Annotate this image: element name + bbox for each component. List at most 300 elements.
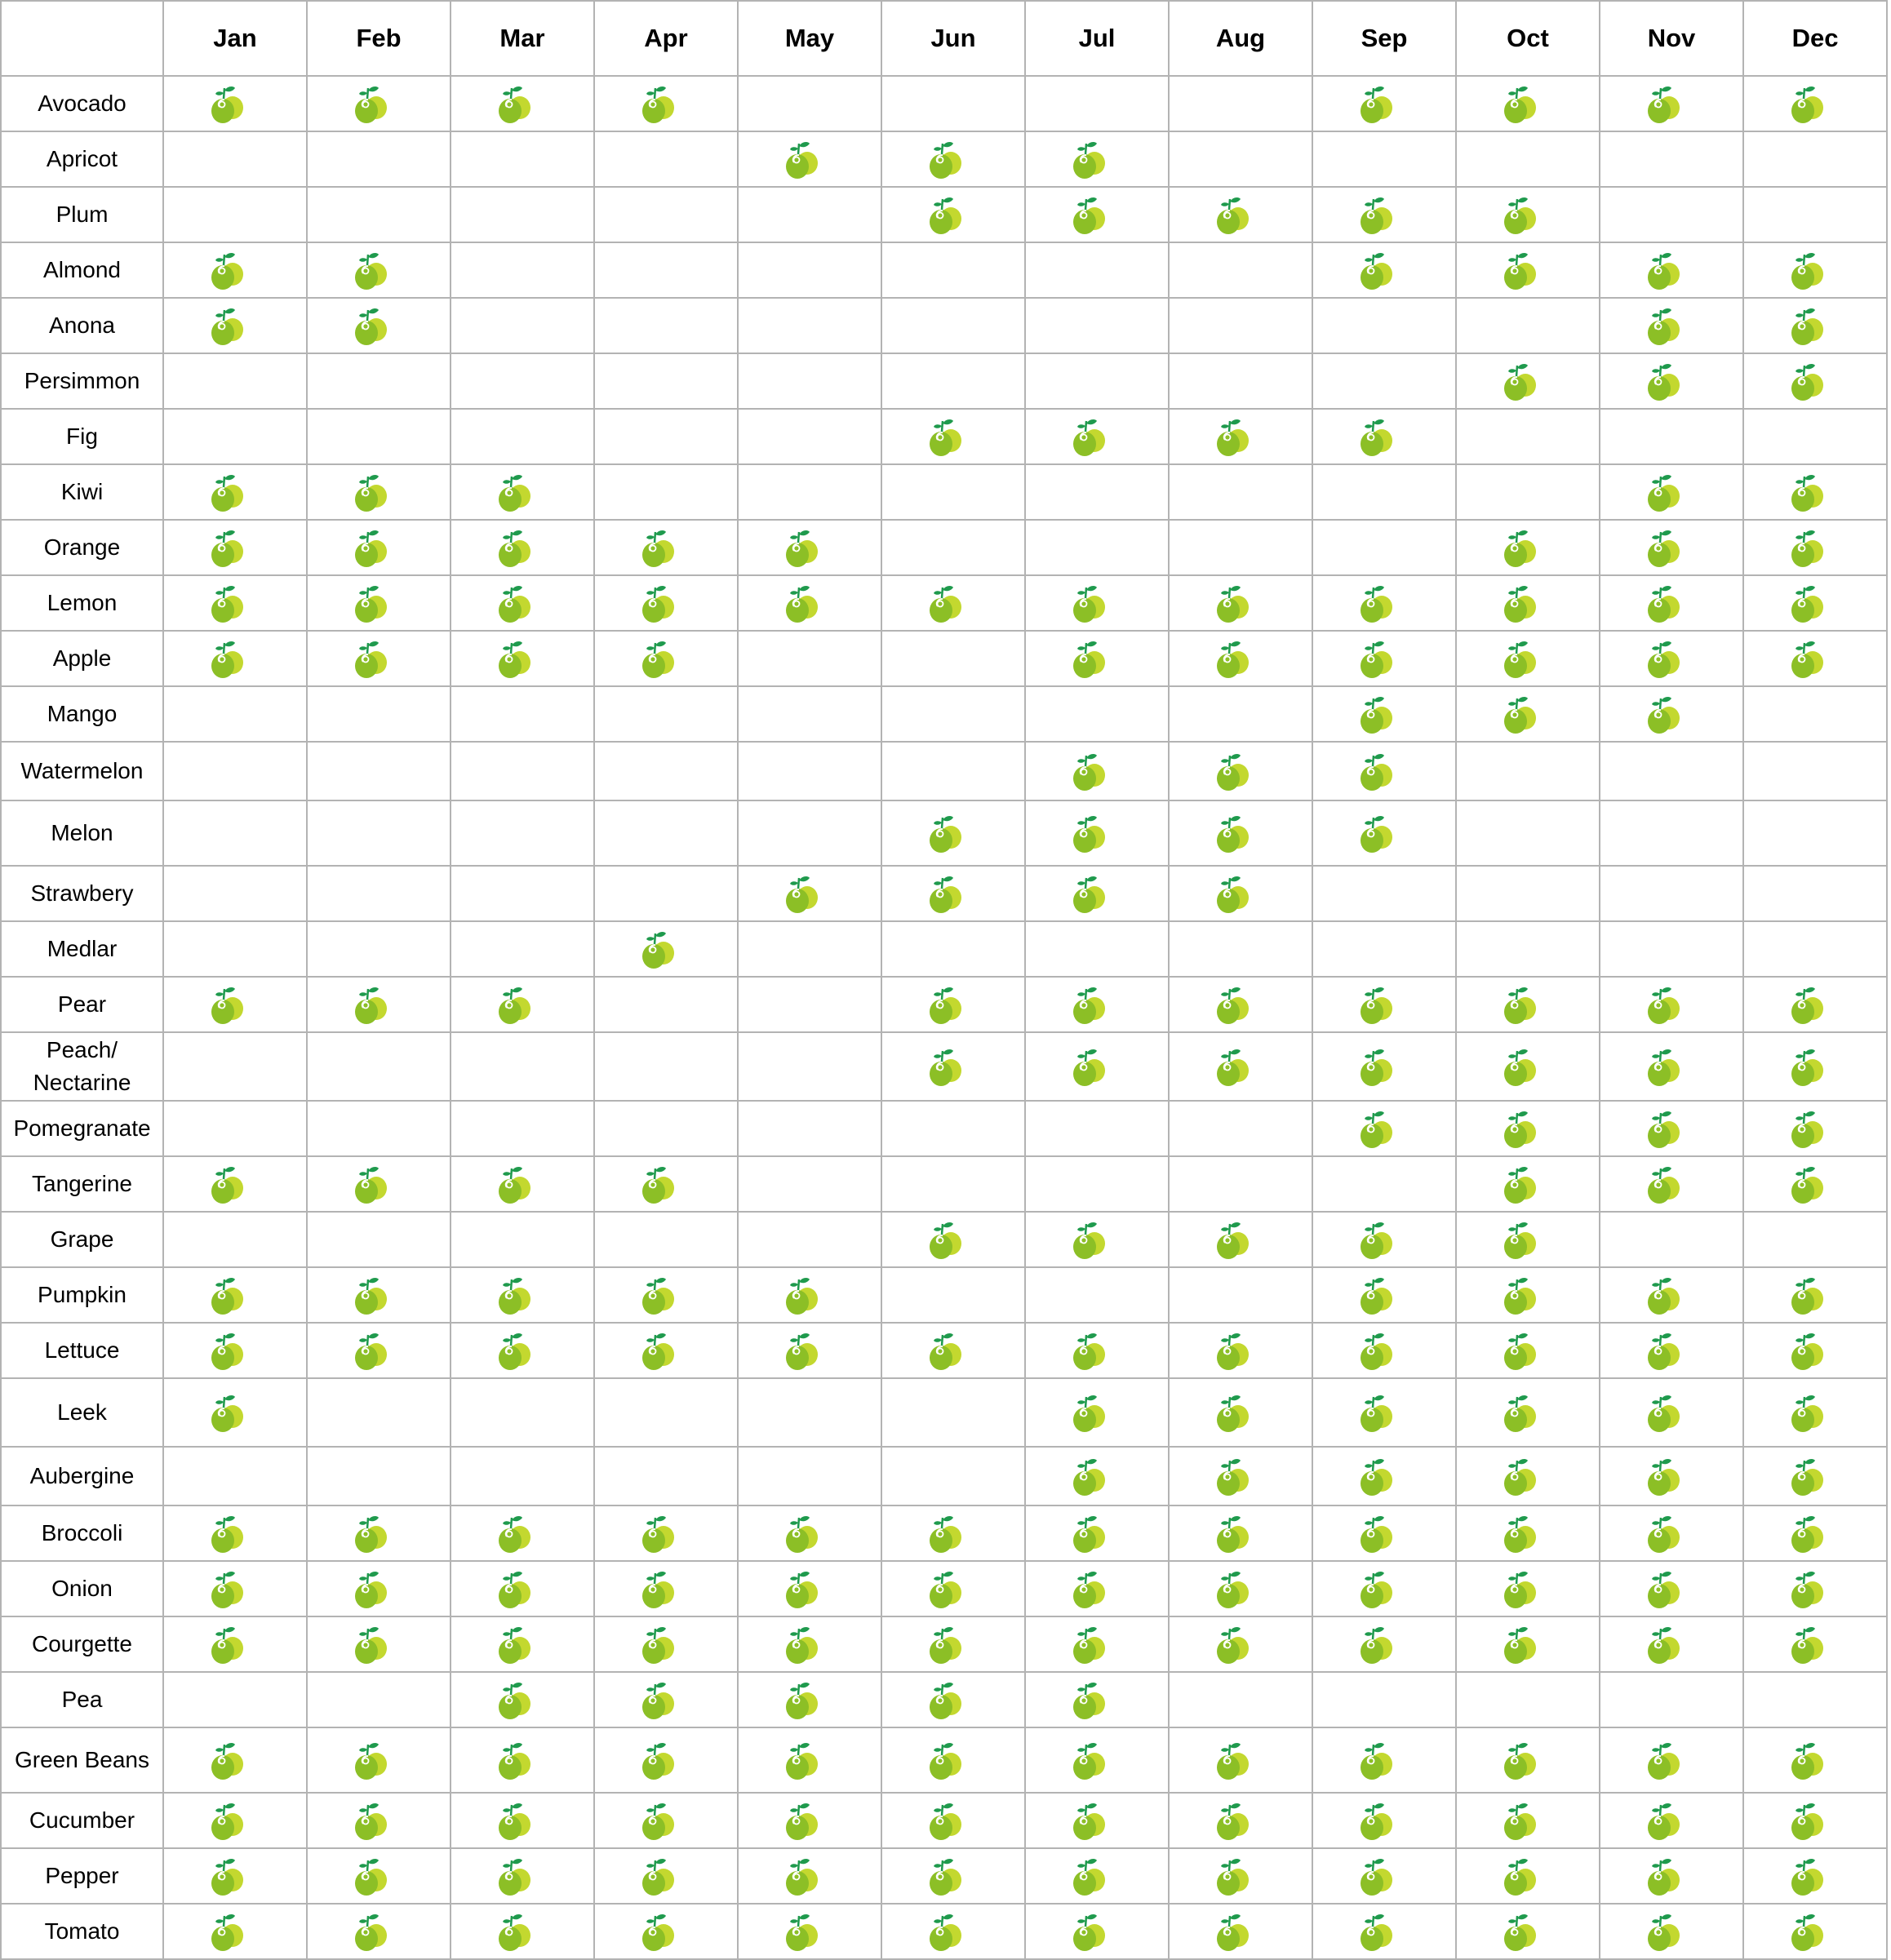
produce-row-apple [1,631,1887,686]
season-cell-feb [307,520,451,575]
leafy-fruit-icon [208,1855,246,1897]
season-cell-dec [1743,1267,1887,1323]
produce-name-label: Orange [43,534,121,560]
leafy-fruit-icon [1357,637,1395,680]
season-cell-nov [1600,187,1743,242]
produce-name-line: Peach/ [46,1037,118,1062]
produce-row-lemon [1,575,1887,631]
leafy-fruit-icon [1501,1512,1538,1554]
produce-name-label: Aubergine [29,1463,135,1488]
season-cell-nov [1600,1848,1743,1904]
season-cell-nov [1600,631,1743,686]
leafy-fruit-icon [1645,1512,1682,1554]
leafy-fruit-icon [926,193,964,236]
leafy-fruit-icon [1357,1045,1395,1088]
season-cell-aug [1169,977,1312,1032]
produce-row-grape [1,1212,1887,1267]
leafy-fruit-icon [352,1910,389,1953]
leafy-fruit-icon [1788,1107,1826,1150]
season-cell-jan [163,686,307,742]
leafy-fruit-icon [1357,750,1395,792]
season-cell-aug [1169,1616,1312,1672]
season-cell-feb [307,977,451,1032]
season-cell-sep [1312,1267,1456,1323]
season-cell-apr [594,686,738,742]
season-cell-oct [1456,76,1600,131]
season-cell-jul [1025,1616,1169,1672]
season-cell-apr [594,1447,738,1505]
season-cell-apr [594,575,738,631]
season-cell-nov [1600,76,1743,131]
leafy-fruit-icon [1645,1274,1682,1316]
season-cell-jun [881,1212,1025,1267]
produce-row-tomato [1,1904,1887,1959]
season-cell-jun [881,742,1025,800]
season-cell-feb [307,1323,451,1378]
season-cell-feb [307,1616,451,1672]
produce-row-kiwi [1,464,1887,520]
leafy-fruit-icon [639,1739,677,1781]
leafy-fruit-icon [1645,1623,1682,1665]
season-cell-mar [451,1848,594,1904]
season-cell-apr [594,742,738,800]
leafy-fruit-icon [1788,526,1826,569]
leafy-fruit-icon [1357,1274,1395,1316]
produce-row-melon [1,800,1887,866]
season-cell-aug [1169,353,1312,409]
leafy-fruit-icon [1788,304,1826,347]
leafy-fruit-icon [1501,526,1538,569]
leafy-fruit-icon [1501,1910,1538,1953]
season-cell-oct [1456,1561,1600,1616]
season-cell-nov [1600,1616,1743,1672]
season-cell-nov [1600,1267,1743,1323]
season-cell-feb [307,800,451,866]
season-cell-oct [1456,242,1600,298]
season-cell-jan [163,520,307,575]
season-cell-sep [1312,131,1456,187]
season-cell-apr [594,800,738,866]
season-cell-feb [307,353,451,409]
leafy-fruit-icon [1501,193,1538,236]
leafy-fruit-icon [1357,1623,1395,1665]
season-cell-jan [163,1378,307,1447]
leafy-fruit-icon [1788,249,1826,291]
leafy-fruit-icon [1214,415,1251,458]
leafy-fruit-icon [639,1274,677,1316]
produce-name-cell [1,1727,163,1793]
leafy-fruit-icon [495,82,533,125]
season-cell-jul [1025,921,1169,977]
leafy-fruit-icon [1788,1623,1826,1665]
produce-name-cell [1,1447,163,1505]
season-cell-apr [594,464,738,520]
leafy-fruit-icon [639,637,677,680]
season-cell-jan [163,131,307,187]
season-cell-jul [1025,866,1169,921]
season-cell-apr [594,921,738,977]
leafy-fruit-icon [1357,1799,1395,1842]
season-cell-sep [1312,187,1456,242]
leafy-fruit-icon [1501,582,1538,624]
season-cell-jul [1025,1904,1169,1959]
leafy-fruit-icon [1788,1045,1826,1088]
leafy-fruit-icon [1070,1045,1108,1088]
season-cell-aug [1169,800,1312,866]
season-cell-aug [1169,921,1312,977]
season-cell-jan [163,353,307,409]
produce-row-pomegranate [1,1101,1887,1156]
leafy-fruit-icon [495,1799,533,1842]
season-cell-mar [451,1904,594,1959]
season-cell-oct [1456,520,1600,575]
leafy-fruit-icon [1357,1739,1395,1781]
leafy-fruit-icon [926,1855,964,1897]
season-cell-oct [1456,1156,1600,1212]
season-cell-dec [1743,1212,1887,1267]
season-cell-sep [1312,742,1456,800]
produce-name-cell [1,1212,163,1267]
season-cell-mar [451,520,594,575]
season-cell-aug [1169,1378,1312,1447]
produce-name-cell [1,977,163,1032]
season-cell-may [738,1447,881,1505]
produce-name-label: Tangerine [32,1171,132,1196]
season-cell-jun [881,866,1025,921]
season-cell-apr [594,1616,738,1672]
leafy-fruit-icon [926,415,964,458]
leafy-fruit-icon [1501,1568,1538,1610]
season-cell-may [738,1904,881,1959]
leafy-fruit-icon [208,1568,246,1610]
season-cell-jan [163,921,307,977]
produce-row-aubergine [1,1447,1887,1505]
leafy-fruit-icon [1645,1568,1682,1610]
leafy-fruit-icon [1788,360,1826,402]
leafy-fruit-icon [783,1855,820,1897]
produce-name-cell [1,464,163,520]
season-cell-sep [1312,298,1456,353]
season-cell-mar [451,242,594,298]
season-cell-jan [163,464,307,520]
season-cell-sep [1312,1101,1456,1156]
season-cell-feb [307,866,451,921]
month-header-sep: Sep [1312,1,1456,76]
season-cell-aug [1169,187,1312,242]
season-cell-dec [1743,353,1887,409]
season-cell-jan [163,1505,307,1561]
season-cell-jun [881,1793,1025,1848]
season-cell-jul [1025,1727,1169,1793]
produce-name-cell [1,1323,163,1378]
leafy-fruit-icon [208,82,246,125]
produce-name-label: Cucumber [29,1807,135,1833]
leafy-fruit-icon [1501,82,1538,125]
season-cell-sep [1312,1156,1456,1212]
leafy-fruit-icon [208,582,246,624]
leafy-fruit-icon [1214,1739,1251,1781]
produce-name-cell [1,1616,163,1672]
season-cell-dec [1743,409,1887,464]
season-cell-aug [1169,1032,1312,1101]
season-cell-nov [1600,131,1743,187]
leafy-fruit-icon [352,582,389,624]
leafy-fruit-icon [1214,1045,1251,1088]
season-cell-nov [1600,575,1743,631]
leafy-fruit-icon [1788,582,1826,624]
season-cell-apr [594,76,738,131]
leafy-fruit-icon [1357,1329,1395,1372]
leafy-fruit-icon [639,1163,677,1205]
season-cell-mar [451,1212,594,1267]
leafy-fruit-icon [495,471,533,513]
season-cell-jan [163,1156,307,1212]
leafy-fruit-icon [1501,1391,1538,1434]
season-cell-feb [307,1904,451,1959]
leafy-fruit-icon [495,582,533,624]
season-cell-jan [163,1101,307,1156]
leafy-fruit-icon [208,983,246,1026]
leafy-fruit-icon [1214,193,1251,236]
leafy-fruit-icon [208,1512,246,1554]
leafy-fruit-icon [926,983,964,1026]
season-cell-jan [163,1904,307,1959]
leafy-fruit-icon [639,1568,677,1610]
produce-row-persimmon [1,353,1887,409]
season-cell-feb [307,76,451,131]
produce-row-pumpkin [1,1267,1887,1323]
leafy-fruit-icon [1070,1218,1108,1261]
season-cell-sep [1312,1727,1456,1793]
season-cell-aug [1169,1505,1312,1561]
season-cell-feb [307,1447,451,1505]
season-cell-may [738,1156,881,1212]
season-cell-dec [1743,1505,1887,1561]
season-cell-apr [594,1101,738,1156]
season-cell-may [738,1378,881,1447]
season-cell-dec [1743,575,1887,631]
leafy-fruit-icon [1357,1910,1395,1953]
season-cell-may [738,1793,881,1848]
season-cell-dec [1743,1447,1887,1505]
leafy-fruit-icon [1214,1623,1251,1665]
season-cell-jan [163,631,307,686]
leafy-fruit-icon [495,1739,533,1781]
season-cell-feb [307,1101,451,1156]
leafy-fruit-icon [1645,1910,1682,1953]
leafy-fruit-icon [1357,693,1395,735]
season-cell-dec [1743,298,1887,353]
leafy-fruit-icon [1788,1568,1826,1610]
leafy-fruit-icon [208,637,246,680]
leafy-fruit-icon [352,526,389,569]
season-cell-sep [1312,631,1456,686]
season-cell-sep [1312,1793,1456,1848]
produce-name-cell [1,686,163,742]
produce-row-fig [1,409,1887,464]
produce-name-label: Pumpkin [38,1282,127,1307]
leafy-fruit-icon [352,1855,389,1897]
produce-name-label: Apricot [46,146,118,171]
season-cell-feb [307,242,451,298]
produce-name-cell [1,131,163,187]
season-cell-jul [1025,131,1169,187]
produce-row-lettuce [1,1323,1887,1378]
season-cell-oct [1456,1904,1600,1959]
leafy-fruit-icon [1645,1107,1682,1150]
season-cell-apr [594,1793,738,1848]
season-cell-dec [1743,1672,1887,1727]
season-cell-jul [1025,742,1169,800]
leafy-fruit-icon [639,1623,677,1665]
season-cell-dec [1743,921,1887,977]
leafy-fruit-icon [1070,1568,1108,1610]
leafy-fruit-icon [1357,249,1395,291]
season-cell-oct [1456,631,1600,686]
leafy-fruit-icon [1214,1855,1251,1897]
season-cell-feb [307,187,451,242]
leafy-fruit-icon [1645,637,1682,680]
season-cell-jan [163,1793,307,1848]
season-cell-mar [451,866,594,921]
produce-name-cell [1,742,163,800]
leafy-fruit-icon [639,1678,677,1721]
season-cell-mar [451,464,594,520]
season-cell-dec [1743,800,1887,866]
leafy-fruit-icon [783,1274,820,1316]
season-cell-nov [1600,409,1743,464]
season-cell-nov [1600,520,1743,575]
leafy-fruit-icon [1645,582,1682,624]
leafy-fruit-icon [926,1623,964,1665]
season-cell-may [738,1727,881,1793]
produce-name-label: Leek [57,1399,107,1425]
season-cell-may [738,353,881,409]
leafy-fruit-icon [926,138,964,180]
season-cell-may [738,1616,881,1672]
produce-name-label: Pear [57,991,107,1017]
season-cell-jan [163,1672,307,1727]
season-cell-jul [1025,409,1169,464]
season-cell-oct [1456,1616,1600,1672]
season-cell-jun [881,298,1025,353]
season-cell-jun [881,1904,1025,1959]
season-cell-jun [881,1447,1025,1505]
produce-name-cell [1,631,163,686]
leafy-fruit-icon [1645,304,1682,347]
leafy-fruit-icon [1357,1107,1395,1150]
season-cell-mar [451,1727,594,1793]
season-cell-may [738,575,881,631]
season-cell-nov [1600,686,1743,742]
produce-name-label: Almond [43,257,121,282]
season-cell-jul [1025,1447,1169,1505]
leafy-fruit-icon [495,1512,533,1554]
produce-name-cell [1,575,163,631]
season-cell-nov [1600,1505,1743,1561]
produce-name-line: Nectarine [33,1070,131,1095]
season-cell-mar [451,1101,594,1156]
season-cell-jul [1025,631,1169,686]
season-cell-may [738,1505,881,1561]
season-cell-nov [1600,1156,1743,1212]
season-cell-nov [1600,1561,1743,1616]
leafy-fruit-icon [1070,872,1108,915]
season-cell-may [738,1672,881,1727]
leafy-fruit-icon [352,637,389,680]
leafy-fruit-icon [352,471,389,513]
season-cell-may [738,977,881,1032]
season-cell-oct [1456,686,1600,742]
season-cell-sep [1312,1032,1456,1101]
season-cell-aug [1169,1904,1312,1959]
produce-row-pea [1,1672,1887,1727]
leafy-fruit-icon [1501,1045,1538,1088]
season-cell-apr [594,353,738,409]
leafy-fruit-icon [1645,1739,1682,1781]
season-cell-oct [1456,131,1600,187]
season-cell-nov [1600,977,1743,1032]
season-cell-oct [1456,409,1600,464]
season-cell-feb [307,464,451,520]
leafy-fruit-icon [1645,1799,1682,1842]
leafy-fruit-icon [1070,812,1108,854]
season-cell-feb [307,1032,451,1101]
produce-row-apricot [1,131,1887,187]
season-cell-feb [307,1561,451,1616]
month-header-nov: Nov [1600,1,1743,76]
month-header-may: May [738,1,881,76]
leafy-fruit-icon [352,82,389,125]
leafy-fruit-icon [1070,750,1108,792]
leafy-fruit-icon [208,471,246,513]
produce-row-orange [1,520,1887,575]
season-cell-dec [1743,76,1887,131]
season-cell-jan [163,409,307,464]
season-cell-jun [881,76,1025,131]
season-cell-oct [1456,866,1600,921]
season-cell-aug [1169,742,1312,800]
leafy-fruit-icon [783,1329,820,1372]
leafy-fruit-icon [495,1274,533,1316]
leafy-fruit-icon [1214,582,1251,624]
season-cell-sep [1312,921,1456,977]
season-cell-jul [1025,242,1169,298]
leafy-fruit-icon [783,1623,820,1665]
leafy-fruit-icon [639,1329,677,1372]
season-cell-jun [881,1505,1025,1561]
season-cell-feb [307,1156,451,1212]
produce-name-label: Persimmon [24,368,140,393]
leafy-fruit-icon [495,983,533,1026]
leafy-fruit-icon [208,304,246,347]
leafy-fruit-icon [1645,1855,1682,1897]
season-cell-jul [1025,1156,1169,1212]
season-cell-aug [1169,76,1312,131]
leafy-fruit-icon [1214,750,1251,792]
season-cell-dec [1743,1378,1887,1447]
season-cell-nov [1600,866,1743,921]
produce-name-label: Tomato [44,1918,120,1944]
season-cell-aug [1169,1267,1312,1323]
season-cell-apr [594,1505,738,1561]
season-cell-jan [163,242,307,298]
season-cell-oct [1456,464,1600,520]
season-cell-jul [1025,464,1169,520]
leafy-fruit-icon [1070,637,1108,680]
season-cell-dec [1743,131,1887,187]
season-cell-nov [1600,1727,1743,1793]
